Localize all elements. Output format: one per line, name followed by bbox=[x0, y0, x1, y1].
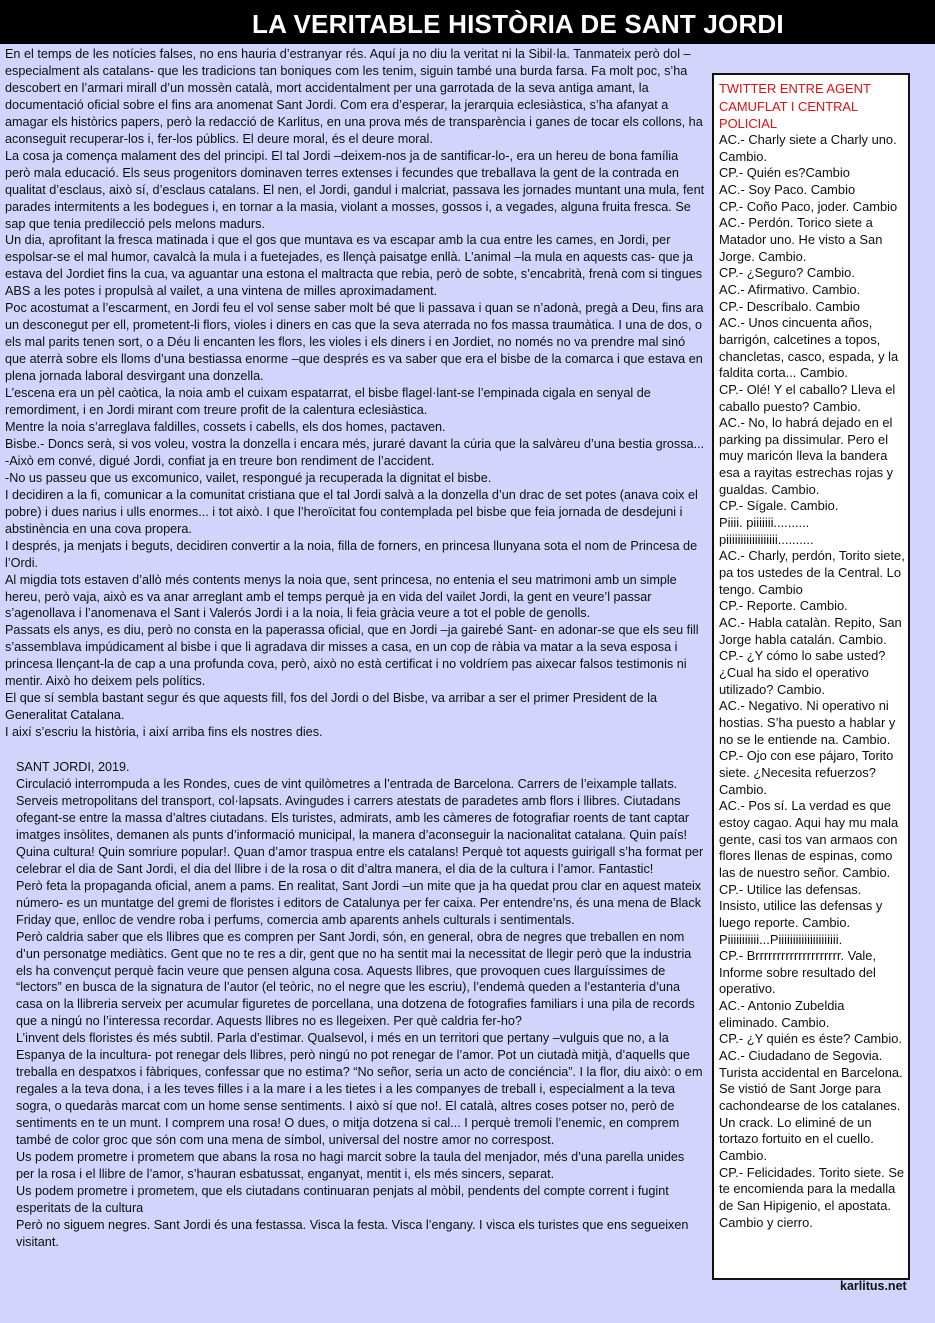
story-paragraph: I després, ja menjats i beguts, decidiren convertir a la noia, filla de forners, en princesa llunyana sota el nom de Princesa de l’Ordi. bbox=[5, 538, 698, 570]
dialogue-line: AC.- Charly, perdón, Torito siete, pa tos ustedes de la Central. Lo tengo. Cambio bbox=[719, 548, 905, 597]
dialogue-line: AC.- Afirmativo. Cambio. bbox=[719, 281, 861, 297]
story-paragraph: Bisbe.- Doncs serà, si vos voleu, vostra la donzella i encara més, juraré davant la cúria que la salvàreu d’una bestia grossa... bbox=[5, 436, 705, 451]
dialogue-line: AC.- Negativo. Ni operativo ni hostias. S’ha puesto a hablar y no se le entiende na. Cambio. bbox=[719, 698, 896, 747]
dialogue-line: CP.- Olé! Y el caballo? Lleva el caballo puesto? Cambio. bbox=[719, 381, 896, 414]
dialogue-line: AC.- Ciudadano de Segovia. Turista accidental en Barcelona. Se vistió de Sant Jorge para cachondearse de los catalanes. Un crack. Lo eliminé de un tortazo fortuito en el cuello. Cambio. bbox=[719, 1048, 903, 1164]
dialogue-line: AC.- Habla catalàn. Repito, San Jorge habla catalán. Cambio. bbox=[719, 615, 902, 647]
dialogue-line: AC.- Perdón. Torico siete a Matador uno. He visto a San Jorge. Cambio. bbox=[719, 215, 883, 264]
story2-paragraph: L’invent dels floristes és més subtil. Parla d’estimar. Qualsevol, i més en un territori que pertany –vulguis que no, a la Espanya de la incultura- pot renegar dels llibres, però ningú no pot renegar de l’amor. Pot un ciutadà mitjà, d’aquells que treballa en despatxos i fàbriques, confessar que no estima? “No señor, seria un acto de conciéncia”. I la flor, diu això: o em regales a la teva dona, i a les teves filles i a la mare i a les tietes i a les companyes de treball i, especialment a la teva sogra, o quedaràs marcat com un home sense sentiments. I això sí que no!. El català, altres coses potser no, però de sentiments en te un munt. I comprem una rosa! O dues, o mitja dotzena si cal... I perquè tremoli l’enemic, en comprem també de color groc que són com una mena de símbol, universal del nostre amor no correspost. bbox=[16, 1031, 703, 1148]
dialogue-line: CP.- Sígale. Cambio. bbox=[719, 498, 839, 514]
story2-paragraph: Us podem prometre i prometem, que els ciutadans continuaran penjats al mòbil, pendents del compte corrent i fugint esperitats de la cultura bbox=[16, 1183, 669, 1215]
sidebar-dialogue bbox=[719, 132, 905, 1231]
story2-paragraph: Circulació interrompuda a les Rondes, cues de vint quilòmetres a l’entrada de Barcelona. Carrers de l’eixample tallats. Serveis metropolitans del transport, col·lapsats. Avingudes i carrers atestats de paradetes amb flors i llibres. Ciutadans ofegant-se entre la massa d’altres ciutadans. Els turistes, admirats, amb les càmeres de fotografiar roents de tant captar imatges insòlites, demanen als punts d’informació municipal, la manera d’aconseguir la nacionalitat catalana. Quin país! Quina cultura! Quin somriure popular!. Quan d’amor traspua entre els catalans! Perquè tot aquests guirigall s’ha format per celebrar el dia de Sant Jordi, el dia del llibre i de la rosa o dit d’altra manera, el dia de la cultura i l’amor. Fantastic! bbox=[16, 777, 704, 876]
dialogue-line: AC.- Pos sí. La verdad es que estoy cagao. Aqui hay mu mala gente, casi tos van armaos con flores llenas de espinas, como las de nuestro señor. Cambio. bbox=[719, 798, 899, 880]
dialogue-line: AC.- Antonio Zubeldia eliminado. Cambio. bbox=[719, 998, 845, 1030]
dialogue-line: CP.- Descríbalo. Cambio bbox=[719, 298, 860, 314]
story-paragraph: La cosa ja comença malament des del principi. El tal Jordi –deixem-nos ja de santificar-lo-, era un hereu de bona família però mala educació. Els seus progenitors dominaven terres extenses i fecundes que treballava la gent de la contrada en qualitat d’esclaus, això sí, d’esclaus catalans. El nen, el Jordi, gandul i malcriat, passava les jornades muntant una mula, fent parades intermitents a les bodegues i, en tornar a la masia, violant a mosses, gossos i, a vegades, alguna fruita fresca. Se sap que tenia predilecció pels melons madurs. bbox=[5, 148, 705, 231]
page-title: LA VERITABLE HISTÒRIA DE SANT JORDI bbox=[252, 9, 784, 39]
story-paragraph: L’escena era un pèl caòtica, la noia amb el cuixam espatarrat, el bisbe flagel·lant-se l’empinada cigala en senyal de remordiment, i en Jordi mirant com treure profit de la calentura eclesiàstica. bbox=[5, 386, 651, 418]
story-paragraph: -Això em convé, digué Jordi, confiat ja en treure bon rendiment de l’accident. bbox=[5, 453, 435, 468]
dialogue-line: CP.- Coño Paco, joder. Cambio bbox=[719, 198, 898, 214]
main-article bbox=[5, 46, 705, 1251]
dialogue-line: CP.- Brrrrrrrrrrrrrrrrrrrr. Vale, Informe sobre resultado del operativo. bbox=[719, 948, 877, 997]
story-paragraph: Mentre la noia s’arreglava faldilles, cossets i cabells, els dos homes, pactaven. bbox=[5, 419, 446, 434]
story-paragraph: -No us passeu que us excomunico, vailet, respongué ja recuperada la dignitat el bisbe. bbox=[5, 470, 492, 485]
story2-paragraph: Però feta la propaganda oficial, anem a pams. En realitat, Sant Jordi –un mite que ja ha quedat prou clar en aquest mateix número- es un muntatge del gremi de floristes i editors de Catalunya per fer caixa. Per entendre’ns, és una mena de Black Friday que, enlloc de vendre roba i perfums, comercia amb aparents anhels culturals i sentimentals. bbox=[16, 878, 702, 927]
dialogue-line: piiiiiiiiiiiiiiiiii.......... bbox=[719, 531, 814, 547]
dialogue-line: CP.- Felicidades. Torito siete. Se te encomienda para la medalla de San Hipigenio, el apostata. Cambio y cierro. bbox=[719, 1164, 905, 1230]
story-paragraph: En el temps de les notícies falses, no ens hauria d’estranyar rés. Aquí ja no diu la veritat ni la Sibil·la. Tanmateix però dol –especialment als catalans- que les tradicions tan boniques com les tenim, siguin també una burda farsa. Fa molt poc, s’ha descobert en l’armari mirall d’un mossèn català, mort accidentalment per una garrotada de la seva antiga amant, la documentació oficial sobre el fins ara anomenat Sant Jordi. Com era d’esperar, la jerarquia eclesiàstica, s’ha afanyat a amagar els històrics papers, però la redacció de Karlitus, en una prova més de transparència i ganes de tocar els collons, ha aconseguit recuperar-los i, fer-los públics. El deure moral, és el deure moral. bbox=[5, 47, 703, 146]
dialogue-line: CP.- Utilice las defensas. Insisto, utilice las defensas y luego reporte. Cambio. bbox=[719, 881, 883, 930]
dialogue-line: CP.- ¿Y cómo lo sabe usted? ¿Cual ha sido el operativo utilizado? Cambio. bbox=[719, 648, 886, 697]
site-credit: karlitus.net bbox=[840, 1279, 907, 1293]
story-paragraph: Poc acostumat a l’escarment, en Jordi feu el vol sense saber molt bé que li passava i quan se n’adonà, pregà a Deu, fins ara un desconegut per ell, prometent-li flors, violes i diners en cas que la seva aterrada no fos massa traumàtica. I una de dos, o els mal parits tenen sort, o a Déu li encanten les flors, les violes i els diners i en Jordiet, no només no va prendre mal sinó que aterrà sobre els lloms d’una bestiassa enorme –que després es va saber que era el bisbe de la comarca i que estava en plena jornada laboral desvirgant una donzella. bbox=[5, 301, 704, 384]
story2-paragraph: Però no siguem negres. Sant Jordi és una festassa. Visca la festa. Visca l’engany. I visca els turistes que ens segueixen visitant. bbox=[16, 1217, 689, 1249]
story2-heading: SANT JORDI, 2019. bbox=[16, 760, 130, 775]
story-paragraph: Un dia, aprofitant la fresca matinada i que el gos que muntava es va escapar amb la cua entre les cames, en Jordi, per espolsar-se el mal humor, cavalcà la mula i a fuetejades, es llençà paisatge enllà. L’animal –la mula en aquests cas- que ja estava del Jordiet fins la cua, va aguantar una estona el maltracta que rebia, però de sobte, s’encabrità, frenà com si tingues ABS a les potes i propulsà al vailet, a una vintena de milles aproximadament. bbox=[5, 233, 703, 299]
story-paragraph: I així s’escriu la història, i així arriba fins els nostres dies. bbox=[5, 725, 323, 740]
story-section bbox=[5, 46, 705, 741]
dialogue-line: Piiii. piiiiiii.......... bbox=[719, 515, 810, 531]
dialogue-line: AC.- No, lo habrá dejado en el parking pa dissimular. Pero el muy maricón lleva la bandera esa a rayitas estrechas rojas y gualdas. Cambio. bbox=[719, 415, 894, 497]
dialogue-line: AC.- Charly siete a Charly uno. Cambio. bbox=[719, 132, 897, 164]
dialogue-line: CP.- ¿Y quién es éste? Cambio. bbox=[719, 1031, 902, 1047]
story2-paragraph: Però caldria saber que els llibres que es compren per Sant Jordi, són, en general, obra de negres que treballen en nom d’un personatge mediàtics. Gent que no te res a dir, gent que no ha sentit mai la necessitat de llegir però que la industria els ha convençut perquè facin veure que pensen alguna cosa. Aquests llibres, que provoquen cues llarguíssimes de “lectors” en busca de la signatura de l’autor (el teòric, no el negre que les escriu), l’endemà queden a l’estanteria d’una casa on la llibreria serveix per acumular figuretes de porcellana, una dotzena de fotografies familiars i una pila de records que a ningú no l’interessa recordar. Aquests llibres no es llegeixen. Per què caldria fer-ho? bbox=[16, 929, 695, 1029]
page-header bbox=[0, 0, 935, 44]
story2-paragraph: Us podem prometre i prometem que abans la rosa no hagi marcit sobre la taula del menjador, més d’una parella unides per la rosa i el llibre de l’amor, s’hauran esbatussat, enganyat, mentit i, els més sincers, separat. bbox=[16, 1150, 685, 1181]
story-paragraph: I decidiren a la fi, comunicar a la comunitat cristiana que el tal Jordi salvà a la donzella d’un drac de set potes (anava coix el pobre) i dues narius i ulls enormes... i tot això. I que l’heroïcitat fou contemplada pel bisbe que feia jornada de desdejuni i abstinència en una cova propera. bbox=[5, 487, 698, 536]
dialogue-line: AC.- Unos cincuenta años, barrigón, calcetines a topos, chancletas, casco, espada, y la faldita corta... Cambio. bbox=[719, 315, 899, 381]
dialogue-line: CP.- Reporte. Cambio. bbox=[719, 598, 848, 614]
dialogue-line: CP.- Ojo con ese pájaro, Torito siete. ¿Necesita refuerzos? Cambio. bbox=[719, 748, 894, 797]
dialogue-line: Piiiiiiiiiii...Piiiiiiiiiiiiiiiiiiiii. bbox=[719, 931, 843, 947]
dialogue-line: CP.- ¿Seguro? Cambio. bbox=[719, 265, 855, 281]
story2-section bbox=[5, 759, 705, 1251]
dialogue-line: CP.- Quién es?Cambio bbox=[719, 165, 850, 181]
sidebar-title: TWITTER ENTRE AGENT CAMUFLAT I CENTRAL POLICIAL bbox=[719, 81, 871, 131]
story-paragraph: Al migdia tots estaven d’allò més contents menys la noia que, sent princesa, no entenia el seu matrimoni amb un simple hereu, però vaja, això es va anar arreglant amb el temps perquè ja en vida del vailet Jordi, la gent en veure’l passar s’agenollava i l’anomenava el Sant i Valerós Jordi i a la noia, li feia gràcia veure a tot el poble de genolls. bbox=[5, 572, 677, 621]
dialogue-line: AC.- Soy Paco. Cambio bbox=[719, 181, 856, 197]
story-paragraph: El que sí sembla bastant segur és que aquests fill, fos del Jordi o del Bisbe, va arribar a ser el primer President de la Generalitat Catalana. bbox=[5, 691, 658, 723]
twitter-sidebar bbox=[712, 73, 910, 1280]
story-paragraph: Passats els anys, es diu, però no consta en la paperassa oficial, que en Jordi –ja gairebé Sant- en adonar-se que els seu fill s’assemblava impúdicament al bisbe i que li agradava dir misses a casa, en un cop de ràbia va matar a la seva esposa i princesa llençant-la de cap a una profunda cova, però, això no està certificat i no voldríem pas aixecar falsos testimonis ni mentir. Això ho deixem pels polítics. bbox=[5, 623, 699, 689]
